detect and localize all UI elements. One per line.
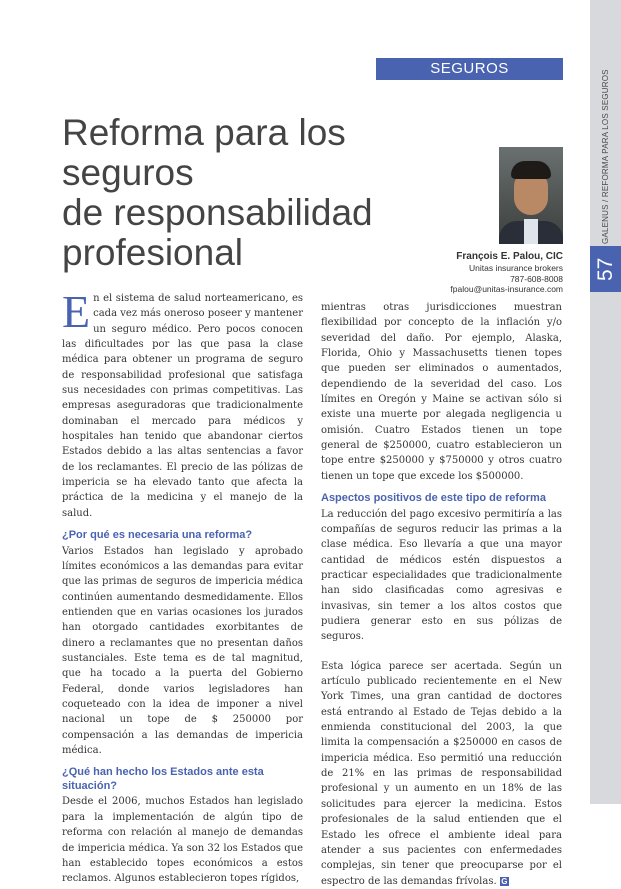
article-column-right (321, 300, 562, 889)
body-paragraph: Varios Estados han legislado y aprobado límites económicos a las demandas para evitar que las primas de seguros de impericia médica continúen aumentando desmedidamente. Ellos entienden que en varias ocasiones los jurados han otorgado cantidades exorbitantes de dinero a reclamantes que no presentan daños sustanciales. Este tema es de tal magnitud, que ha tocado a la puerta del Gobierno Federal, donde varios legisladores han coqueteado con la idea de imponer a nivel nacional un tope de $ 250000 por compensación a las demandas de impericia médica. (62, 545, 303, 757)
author-company: Unitas insurance brokers (468, 263, 563, 273)
title-line: de responsabilidad (62, 192, 373, 233)
body-paragraph: Desde el 2006, muchos Estados han legislado para la implementación de algún tipo de reforma con relación al manejo de demandas de impericia médica. Ya son 32 los Estados que han establecido topes económicos a estos reclamos. Algunos establecieron topes rígidos, (62, 796, 303, 885)
author-name: François E. Palou, CIC (456, 251, 563, 262)
drop-cap: E (62, 286, 91, 337)
section-tag: SEGUROS (376, 58, 563, 80)
title-line: Reforma para los seguros (62, 112, 346, 193)
author-phone: 787-608-8008 (510, 273, 563, 284)
body-paragraph: mientras otras jurisdicciones muestran flexibilidad por concepto de la inflación y/o severidad del daño. Por ejemplo, Alaska, Florida, Ohio y Massachusetts tienen topes que pueden ser eliminados o aumentados, dependiendo de la severidad del caso. Los límites en Oregón y Maine se activan sólo si existe una muerte por alegada negligencia u omisión. Cuatro Estados tienen un tope general de $250000, cuatro establecieron un tope entre $250000 y $750000 y otros cuatro tienen un tope que excede los $500000. (321, 302, 562, 482)
subheading: ¿Por qué es necesaria una reforma? (62, 529, 253, 542)
article-column-left (62, 286, 303, 887)
subheading: Aspectos positivos de este tipo de reforma (321, 492, 546, 505)
page-number: 57 (594, 257, 617, 281)
author-photo (499, 147, 563, 244)
author-email: fpalou@unitas-insurance.com (450, 284, 563, 294)
author-byline (400, 250, 563, 295)
title-line: profesional (62, 232, 244, 273)
article-title (62, 113, 482, 273)
subheading: ¿Qué han hecho los Estados ante esta situación? (62, 766, 264, 792)
intro-paragraph: En el sistema de salud norteamericano, es cada vez más oneroso poseer y mantener un seguro médico. Pero pocos conocen las dificultades por las que pasa la clase médica para obtener un programa de seguro de responsabilidad profesional que satisfaga sus necesidades con primas competitivas. Las empresas aseguradoras que tradicionalmente dominaban el mercado para médicos y hospitales han tenido que abandonar ciertos Estados debido a las altas sentencias a favor de los reclamantes. El precio de las pólizas de impericia se ha elevado tanto que afecta la práctica de la medicina y el manejo de la salud. (62, 286, 303, 519)
body-paragraph: La reducción del pago excesivo permitiría a las compañías de seguros reducir las primas a la clase médica. Eso llevaría a que una mayor cantidad de médicos estén dispuestos a practicar especialidades que tradicionalmente han sido clasificadas como agresivas e invasivas, sin temer a los altos costos que pudiera generar esto en sus pólizas de seguros. (321, 508, 562, 643)
end-of-article-icon: G (501, 876, 508, 886)
body-paragraph: Esta lógica parece ser acertada. Según un artículo publicado recientemente en el New York Times, una gran cantidad de doctores está entrando al Estado de Tejas debido a la enmienda constitucional del 2003, la que limita la compensación a $250000 en casos de impericia médica. Eso permitió una reducción de 21% en las primas de responsabilidad profesional y un aumento en un 18% de las solicitudes para ejercer la medicina. Estos profesionales de la salud entienden que el Estado les ofrece el ambiente ideal para atender a sus pacientes con enfermedades complejas, sin tener que preocuparse por el espectro de las demandas frívolas. G (321, 660, 562, 887)
running-head: GALENUS / REFORMA PARA LOS SEGUROS (601, 69, 610, 244)
